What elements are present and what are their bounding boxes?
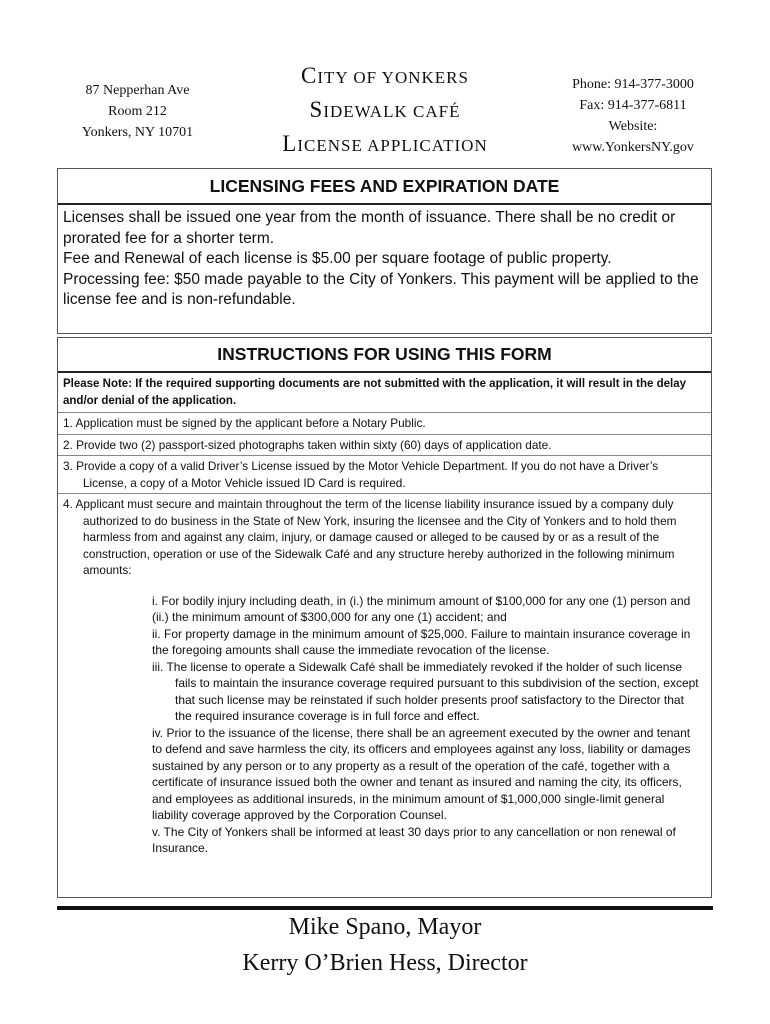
contact-info bbox=[548, 74, 718, 158]
address-room: Room 212 bbox=[108, 104, 167, 119]
address-city: Yonkers, NY 10701 bbox=[81, 125, 194, 140]
contact-phone: Phone: 914-377-3000 bbox=[572, 77, 694, 92]
insurance-clause: iv. Prior to the issuance of the license, there shall be an agreement executed by the owner and tenant to defend and save harmless the city, its officers and employees against any loss, liability or damages sustained by any person or to any property as a result of the operation of the café, together with a certificate of insurance issued both the owner and tenant as insured and naming the city, its officers, and employees as additional insureds, in the minimum amount of $1,000,000 single-limit general liability coverage approved by the Corporation Counsel. bbox=[152, 725, 691, 822]
insurance-clause: ii. For property damage in the minimum amount of $25,000. Failure to maintain insurance coverage in the foregoing amounts shall cause the immediate revocation of the license. bbox=[152, 626, 691, 657]
insurance-requirements bbox=[152, 593, 701, 857]
fees-body bbox=[58, 205, 711, 311]
footer-director: Kerry O’Brien Hess, Director bbox=[242, 950, 528, 976]
insurance-clause: i. For bodily injury including death, in (i.) the minimum amount of $100,000 for any one (1) person and (ii.) the minimum amount of $300,000 for any one (1) accident; and bbox=[152, 593, 691, 624]
instruction-item bbox=[58, 413, 711, 435]
contact-website-label: Website: bbox=[608, 119, 658, 134]
contact-fax: Fax: 914-377-6811 bbox=[579, 98, 687, 113]
document-title bbox=[245, 60, 525, 162]
footer-divider bbox=[57, 906, 713, 910]
instructions-section bbox=[57, 337, 712, 898]
contact-website-link[interactable]: www.YonkersNY.gov bbox=[572, 140, 694, 155]
insurance-clause: iii. The license to operate a Sidewalk Café shall be immediately revoked if the holder of such license fails to maintain the insurance coverage required pursuant to this subdivision of the section, except that such license may be reinstated if such holder presents proof satisfactory to the Director that the required insurance coverage is in full force and effect. bbox=[152, 659, 699, 723]
title-license-application: LICENSE APPLICATION bbox=[282, 131, 488, 156]
instruction-item bbox=[58, 435, 711, 457]
insurance-clause: v. The City of Yonkers shall be informed at least 30 days prior to any cancellation or non renewal of Insurance. bbox=[152, 824, 676, 855]
title-city: CITY OF YONKERS bbox=[301, 63, 469, 88]
address-street: 87 Nepperhan Ave bbox=[85, 83, 190, 98]
fees-section bbox=[57, 168, 712, 334]
instruction-text: 1. Application must be signed by the applicant before a Notary Public. bbox=[63, 416, 426, 430]
footer-mayor: Mike Spano, Mayor bbox=[288, 914, 482, 940]
instructions-title: INSTRUCTIONS FOR USING THIS FORM bbox=[58, 338, 711, 373]
fees-processing-text: Processing fee: $50 made payable to the City of Yonkers. This payment will be applied to the license fee and is non-refundable. bbox=[63, 270, 699, 308]
fees-renewal-text: Fee and Renewal of each license is $5.00 per square footage of public property. bbox=[63, 250, 612, 267]
office-address bbox=[60, 80, 215, 143]
title-sidewalk-cafe: SIDEWALK CAFÉ bbox=[309, 97, 461, 122]
instruction-text: 2. Provide two (2) passport-sized photographs taken within sixty (60) days of application date. bbox=[63, 437, 552, 452]
fees-term-text: Licenses shall be issued one year from the month of issuance. There shall be no credit or prorated fee for a shorter term. bbox=[63, 209, 676, 247]
instruction-item bbox=[58, 456, 711, 494]
instruction-item bbox=[58, 494, 711, 859]
fees-title: LICENSING FEES AND EXPIRATION DATE bbox=[58, 169, 711, 205]
instructions-note: Please Note: If the required supporting documents are not submitted with the application, it will result in the delay and/or denial of the application. bbox=[58, 373, 711, 413]
instruction-text: 4. Applicant must secure and maintain throughout the term of the license liability insurance issued by a company duly authorized to do business in the State of New York, insuring the licensee and the City of Yonkers and to hold them harmless from and against any claim, injury, or damage caused or alleged to be caused by or as a result of the construction, operation or use of the Sidewalk Café and any structure hereby authorized in the following minimum amounts: bbox=[63, 497, 677, 577]
instruction-text: 3. Provide a copy of a valid Driver’s License issued by the Motor Vehicle Department. If you do not have a Driver’s License, a copy of a Motor Vehicle issued ID Card is required. bbox=[63, 459, 659, 490]
